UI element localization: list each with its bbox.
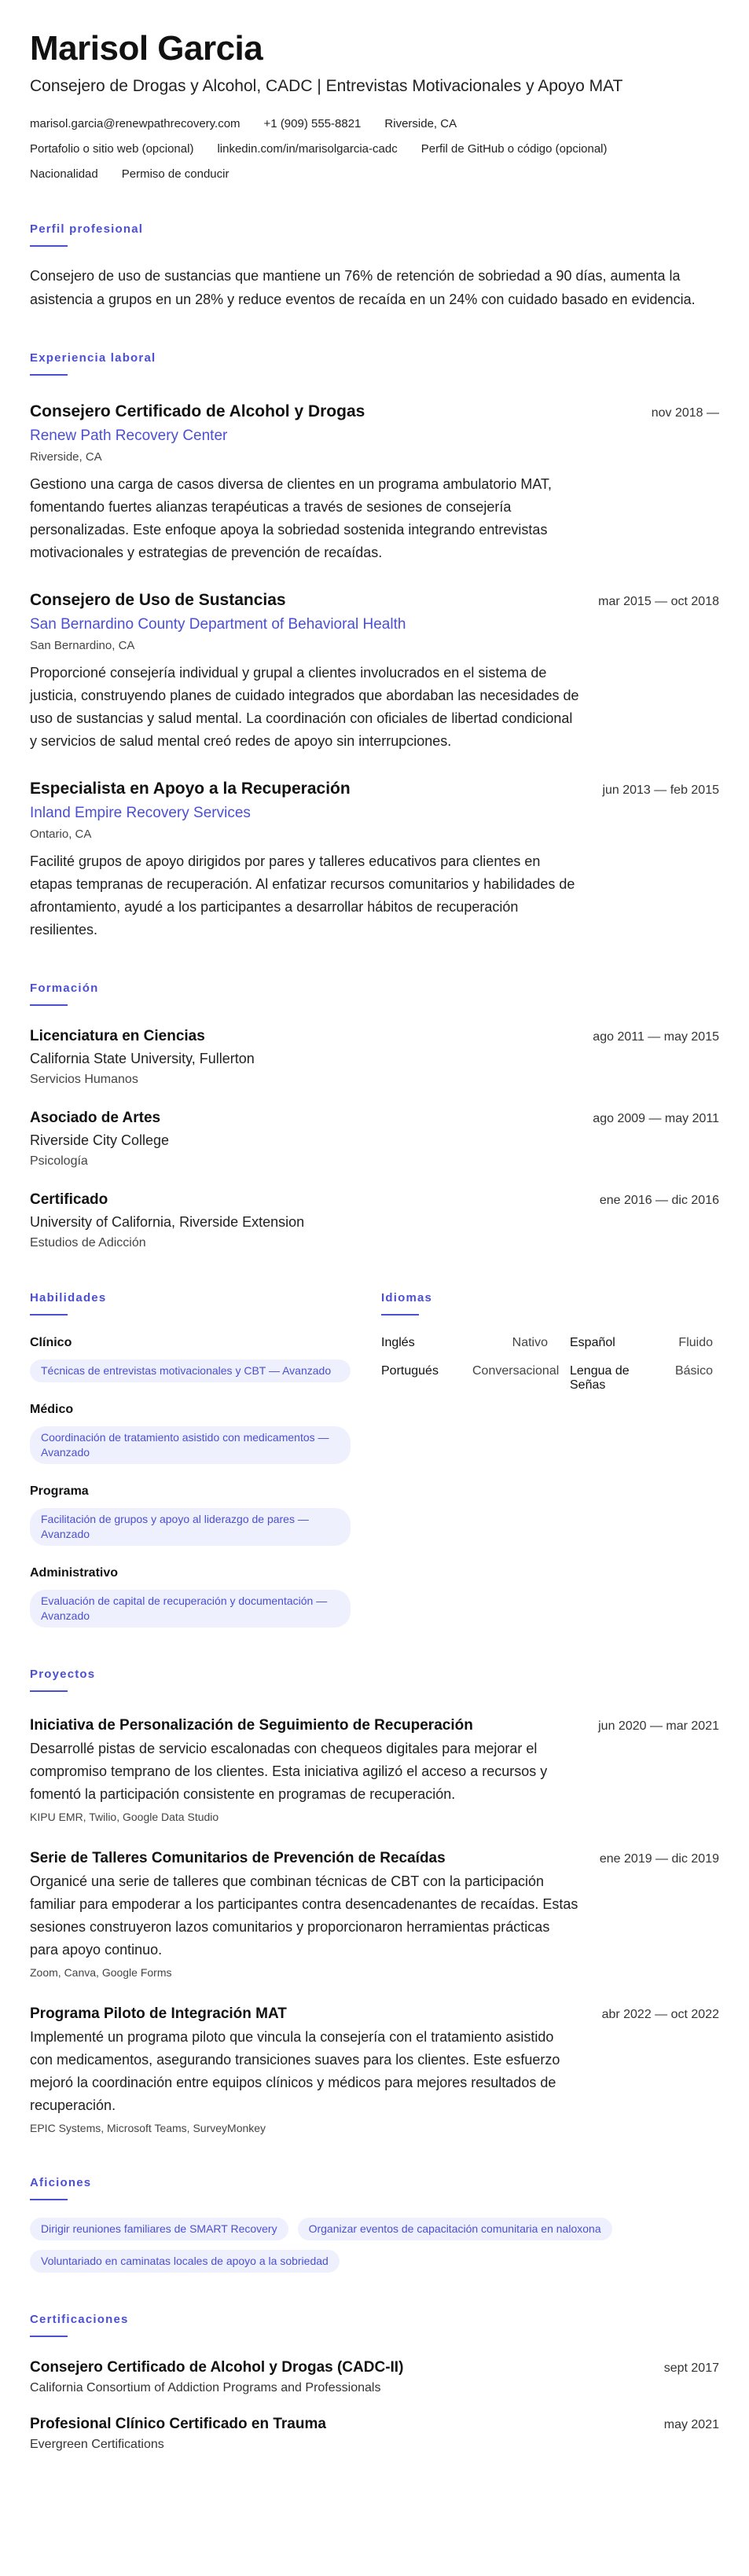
skill-group [30, 1565, 381, 1627]
section-divider [30, 2199, 68, 2200]
education-section [30, 981, 719, 1251]
job-location: San Bernardino, CA [30, 639, 135, 652]
email-link[interactable]: marisol.garcia@renewpathrecovery.com [30, 117, 240, 130]
section-title: Formación [30, 982, 99, 995]
section-title: Proyectos [30, 1668, 96, 1681]
project-dates: ene 2019 — dic 2019 [599, 1852, 719, 1866]
location-text: Riverside, CA [384, 117, 457, 130]
section-title: Experiencia laboral [30, 351, 156, 365]
certification-date: may 2021 [663, 2418, 719, 2431]
skill-chip: Técnicas de entrevistas motivacionales y CBT — Avanzado [30, 1360, 351, 1382]
candidate-name: Marisol Garcia [30, 29, 263, 68]
education-entry [30, 1026, 719, 1088]
skill-group [30, 1334, 381, 1382]
job-company: Renew Path Recovery Center [30, 427, 228, 444]
languages-section [381, 1290, 719, 1627]
education-school: Riverside City College [30, 1132, 170, 1148]
project-entry [30, 1715, 719, 1825]
job-title: Consejero Certificado de Alcohol y Drogas [30, 402, 365, 420]
certification-entry [30, 2414, 719, 2453]
skill-chip: Coordinación de tratamiento asistido con medicamentos — Avanzado [30, 1426, 351, 1464]
job-description: Proporcioné consejería individual y grupal a clientes involucrados en el sistema de justicia, construyendo planes de cuidado integrados que abordaban las necesidades de uso de sustancias y salud mental. La coordinación con oficiales de libertad condicional y servicios de salud mental creó redes de apoyo sin interrupciones. [30, 665, 579, 749]
project-tech: Zoom, Canva, Google Forms [30, 1966, 172, 1979]
skill-category: Médico [30, 1403, 74, 1416]
hobby-chip: Voluntariado en caminatas locales de apoyo a la sobriedad [30, 2250, 340, 2273]
skill-category: Clínico [30, 1336, 72, 1349]
section-divider [30, 1690, 68, 1692]
skills-languages-row [30, 1290, 719, 1627]
job-location: Riverside, CA [30, 450, 102, 464]
education-school: University of California, Riverside Extension [30, 1214, 305, 1230]
skill-group [30, 1401, 381, 1464]
project-title: Programa Piloto de Integración MAT [30, 2005, 287, 2022]
hobby-chip: Dirigir reuniones familiares de SMART Recovery [30, 2218, 288, 2240]
language-level: Básico [674, 1364, 713, 1378]
skill-category: Administrativo [30, 1566, 119, 1580]
summary-text: Consejero de uso de sustancias que mantiene un 76% de retención de sobriedad a 90 días, aumenta la asistencia a grupos en un 28% y reduce eventos de recaída en un 24% con cuidado basado en evidencia. [30, 268, 696, 307]
links-row [30, 141, 719, 157]
job-description: Gestiono una carga de casos diversa de clientes en un programa ambulatorio MAT, fomentando fuertes alianzas terapéuticas a través de sesiones de consejería personalizadas. Este enfoque apoya la sobriedad sostenida integrando entrevistas motivacionales y estrategias de prevención de recaídas. [30, 476, 553, 560]
projects-section [30, 1667, 719, 2136]
section-title: Habilidades [30, 1291, 107, 1305]
project-description: Implementé un programa piloto que vincula la consejería con el tratamiento asistido con medicamentos, asegurando transiciones suaves para los clientes. Este esfuerzo mejoró la coordinación entre equipos clínicos y médicos para mejores resultados de recuperación. [30, 2029, 560, 2113]
education-dates: ene 2016 — dic 2016 [599, 1194, 719, 1207]
section-divider [30, 1004, 68, 1006]
project-dates: abr 2022 — oct 2022 [601, 2008, 719, 2021]
section-title: Idiomas [381, 1291, 433, 1305]
section-divider [30, 245, 68, 247]
language-level: Nativo [512, 1336, 548, 1349]
nationality-text: Nacionalidad [30, 167, 98, 181]
license-text: Permiso de conducir [121, 167, 229, 181]
project-tech: KIPU EMR, Twilio, Google Data Studio [30, 1811, 219, 1823]
project-title: Iniciativa de Personalización de Seguimiento de Recuperación [30, 1717, 473, 1734]
education-dates: ago 2009 — may 2011 [593, 1112, 719, 1125]
project-description: Desarrollé pistas de servicio escalonadas con chequeos digitales para mejorar el compromiso temprano de los clientes. Esta iniciativa agilizó el acceso a recursos y fomentó la participación consistente en programas de recuperación. [30, 1741, 548, 1802]
skill-category: Programa [30, 1484, 89, 1498]
section-divider [30, 2336, 68, 2337]
language-name: Inglés [381, 1336, 415, 1349]
job-title: Especialista en Apoyo a la Recuperación [30, 780, 351, 798]
project-description: Organicé una serie de talleres que combinan técnicas de CBT con la participación familiar para empoderar a los participantes contra desencadenantes de recaídas. Estas sesiones construyeron lazos comunitarios y proporcionaron herramientas prácticas para apoyo continuo. [30, 1873, 578, 1958]
contact-row [30, 116, 719, 132]
education-entry [30, 1190, 719, 1251]
candidate-headline: Consejero de Drogas y Alcohol, CADC | Entrevistas Motivacionales y Apoyo MAT [30, 77, 623, 95]
education-degree: Asociado de Artes [30, 1110, 161, 1126]
education-degree: Licenciatura en Ciencias [30, 1028, 205, 1044]
section-divider [30, 374, 68, 376]
education-dates: ago 2011 — may 2015 [593, 1030, 719, 1044]
skill-group [30, 1483, 381, 1546]
hobbies-section [30, 2175, 719, 2282]
job-entry [30, 778, 719, 941]
hobby-chip: Organizar eventos de capacitación comunitaria en naloxona [298, 2218, 612, 2240]
education-entry [30, 1108, 719, 1169]
certification-name: Profesional Clínico Certificado en Trauma [30, 2416, 326, 2432]
project-entry [30, 2004, 719, 2136]
job-dates: jun 2013 — feb 2015 [602, 783, 719, 797]
language-name: Español [570, 1336, 615, 1349]
education-degree: Certificado [30, 1191, 108, 1208]
certification-issuer: California Consortium of Addiction Programs and Professionals [30, 2381, 381, 2394]
job-entry [30, 589, 719, 753]
certification-date: sept 2017 [663, 2361, 719, 2375]
education-field: Estudios de Adicción [30, 1236, 146, 1249]
summary-section [30, 222, 719, 311]
certification-name: Consejero Certificado de Alcohol y Drogas (CADC-II) [30, 2359, 404, 2376]
education-field: Psicología [30, 1154, 88, 1168]
language-level: Fluido [678, 1336, 713, 1349]
hobby-chips [30, 2218, 719, 2282]
skills-section [30, 1290, 381, 1627]
section-divider [381, 1314, 419, 1316]
section-divider [30, 1314, 68, 1316]
phone-text: +1 (909) 555-8821 [263, 117, 362, 130]
github-link[interactable]: Perfil de GitHub o código (opcional) [420, 142, 608, 156]
extra-row [30, 167, 719, 182]
job-company: Inland Empire Recovery Services [30, 805, 251, 821]
section-title: Perfil profesional [30, 222, 144, 236]
education-field: Servicios Humanos [30, 1073, 138, 1086]
job-entry [30, 401, 719, 564]
job-dates: mar 2015 — oct 2018 [598, 595, 719, 608]
project-dates: jun 2020 — mar 2021 [598, 1719, 719, 1733]
languages-grid [381, 1336, 719, 1393]
skill-chip: Facilitación de grupos y apoyo al liderazgo de pares — Avanzado [30, 1508, 351, 1546]
certification-issuer: Evergreen Certifications [30, 2438, 164, 2451]
certifications-section [30, 2312, 719, 2453]
job-title: Consejero de Uso de Sustancias [30, 591, 286, 609]
certification-entry [30, 2358, 719, 2397]
section-title: Aficiones [30, 2176, 92, 2189]
language-level: Conversacional [472, 1364, 560, 1378]
skill-chip: Evaluación de capital de recuperación y documentación — Avanzado [30, 1590, 351, 1627]
portfolio-link[interactable]: Portafolio o sitio web (opcional) [30, 142, 194, 156]
section-title: Certificaciones [30, 2313, 129, 2326]
experience-section [30, 350, 719, 941]
project-entry [30, 1848, 719, 1980]
job-location: Ontario, CA [30, 827, 92, 841]
education-school: California State University, Fullerton [30, 1051, 255, 1066]
language-name: Lengua de Señas [570, 1364, 630, 1392]
language-name: Portugués [381, 1364, 439, 1378]
project-tech: EPIC Systems, Microsoft Teams, SurveyMonkey [30, 2122, 266, 2134]
resume-header [30, 28, 719, 182]
linkedin-link[interactable]: linkedin.com/in/marisolgarcia-cadc [217, 142, 398, 156]
job-description: Facilité grupos de apoyo dirigidos por pares y talleres educativos para clientes en etapas tempranas de recuperación. Al enfatizar recursos comunitarios y habilidades de afrontamiento, ayudé a los participantes a desarrollar hábitos de recuperación resilientes. [30, 853, 575, 938]
job-dates: nov 2018 — [651, 406, 719, 420]
project-title: Serie de Talleres Comunitarios de Prevención de Recaídas [30, 1850, 446, 1866]
job-company: San Bernardino County Department of Behavioral Health [30, 616, 406, 633]
